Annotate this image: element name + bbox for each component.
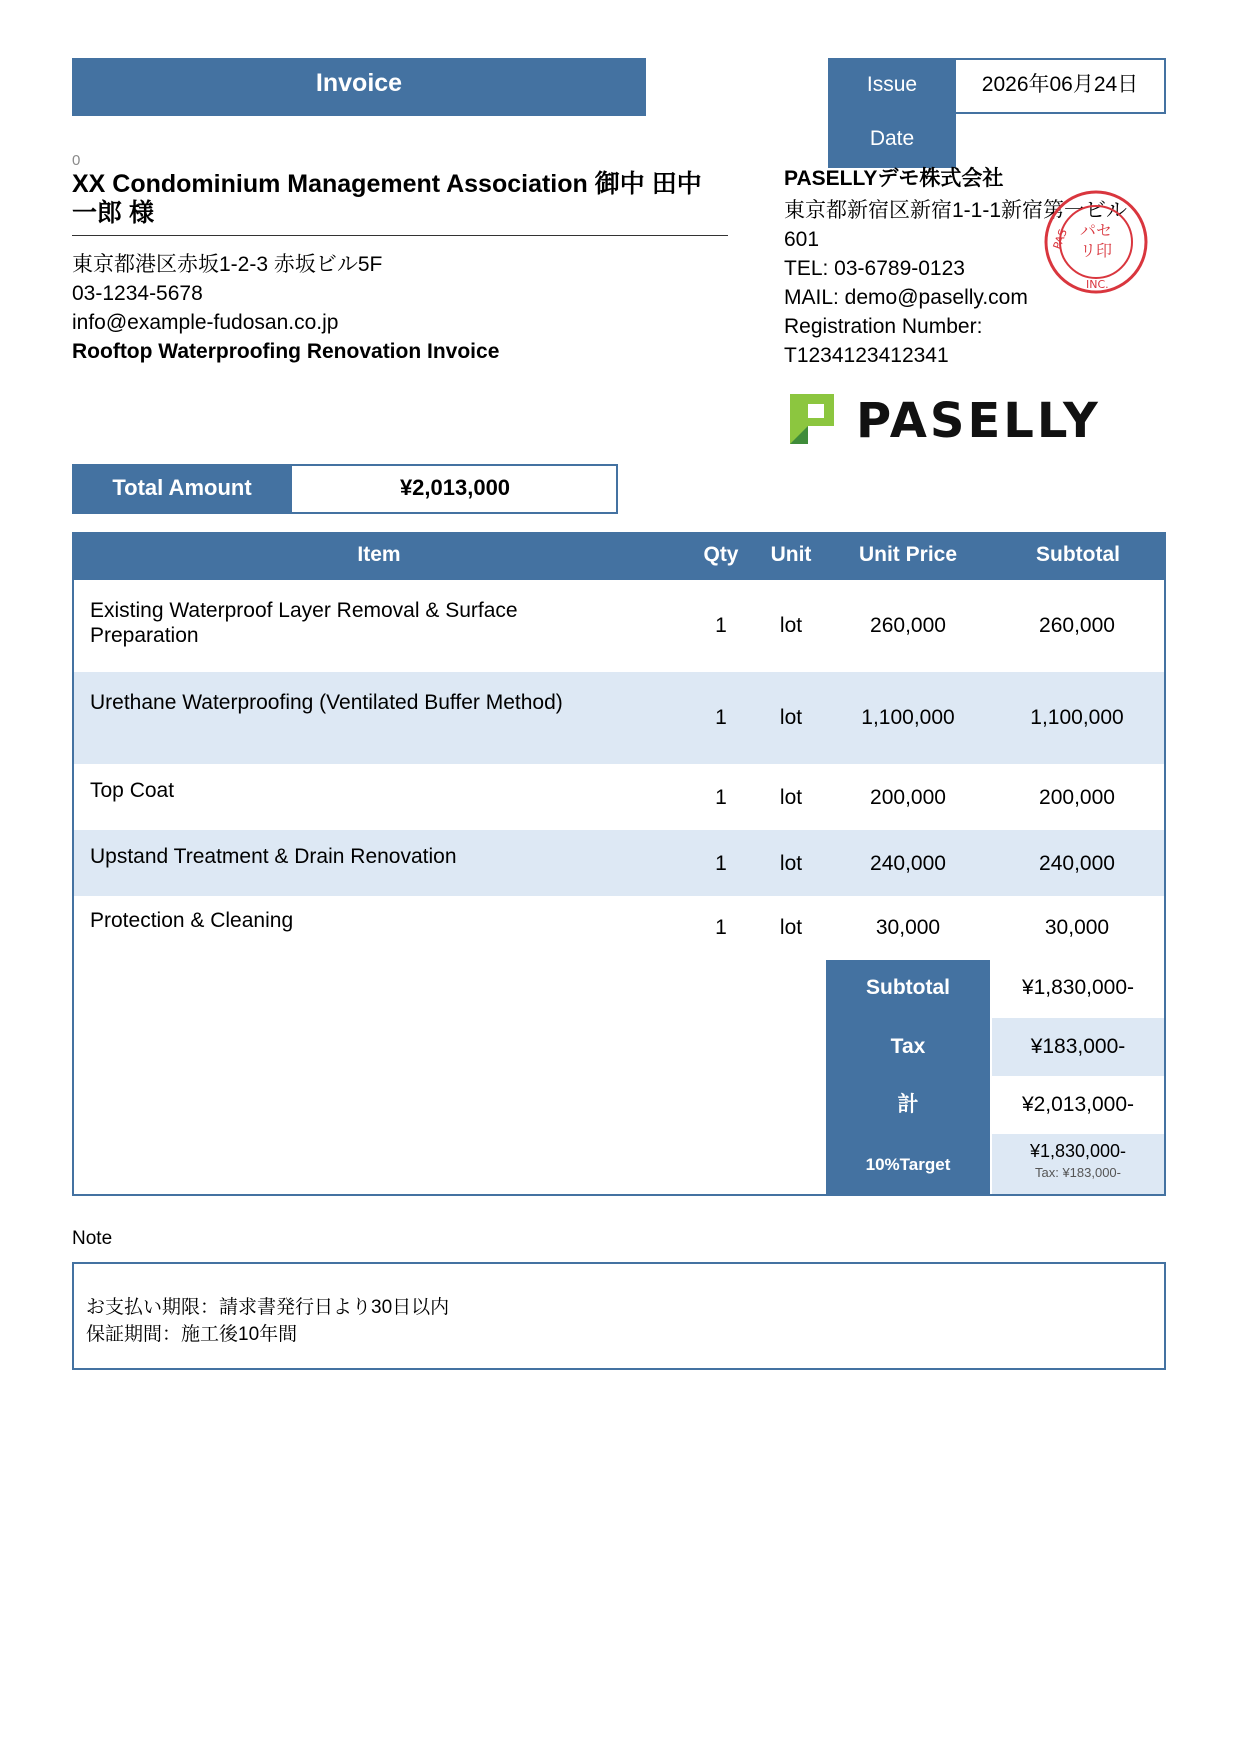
note-label: Note xyxy=(72,1228,113,1249)
row-unit: lot xyxy=(779,786,803,809)
row-item: Top Coat xyxy=(90,779,175,802)
issuer-registration-number: T1234123412341 xyxy=(784,344,949,367)
issuer-tel: TEL: 03-6789-0123 xyxy=(784,257,965,280)
issue-date-value: 2026年06月24日 xyxy=(981,73,1139,96)
summary-target-tax: Tax: ¥183,000- xyxy=(1034,1165,1121,1180)
row-unit: lot xyxy=(779,916,803,939)
row-item: Existing Waterproof Layer Removal & Surface Preparation xyxy=(90,599,518,647)
client-phone: 03-1234-5678 xyxy=(72,282,203,305)
header-qty: Qty xyxy=(703,543,739,566)
row-item: Urethane Waterproofing (Ventilated Buffer Method) xyxy=(90,691,563,714)
summary-total-label: 計 xyxy=(897,1093,919,1116)
row-subtotal: 260,000 xyxy=(1039,614,1115,637)
row-unit: lot xyxy=(779,852,803,875)
summary-target-value: ¥1,830,000- xyxy=(1029,1141,1127,1161)
svg-text:PAS: PAS xyxy=(1050,227,1070,252)
client-divider xyxy=(72,235,728,236)
header-unit: Unit xyxy=(770,543,812,566)
company-seal-stamp xyxy=(1042,188,1150,296)
row-qty: 1 xyxy=(715,706,727,729)
client-address: 東京都港区赤坂1-2-3 赤坂ビル5F xyxy=(72,253,383,276)
row-qty: 1 xyxy=(715,852,727,875)
summary-label-column xyxy=(826,960,990,1196)
summary-target-label: 10%Target xyxy=(865,1155,951,1174)
summary-tax-value: ¥183,000- xyxy=(992,1018,1164,1076)
row-unit-price: 260,000 xyxy=(870,614,946,637)
document-title: Invoice xyxy=(72,58,646,116)
row-item: Upstand Treatment & Drain Renovation xyxy=(90,845,457,868)
row-unit-price: 240,000 xyxy=(870,852,946,875)
table-row xyxy=(74,672,1164,764)
issue-label-line1: Issue xyxy=(866,73,918,96)
logo-text: PASELLY xyxy=(856,393,1101,448)
issue-label-line2: Date xyxy=(869,127,915,150)
header-item: Item xyxy=(357,543,401,566)
issuer-company-name: PASELLYデモ株式会社 xyxy=(784,167,1004,190)
row-subtotal: 240,000 xyxy=(1039,852,1115,875)
row-unit: lot xyxy=(779,614,803,637)
summary-subtotal-value: ¥1,830,000- xyxy=(1021,976,1135,999)
total-amount-label: Total Amount xyxy=(72,464,292,514)
client-name: XX Condominium Management Association 御中 田中一郎 様 xyxy=(72,170,702,227)
note-line-warranty: 保証期間：施工後10年間 xyxy=(86,1324,298,1345)
row-unit: lot xyxy=(779,706,803,729)
invoice-subject: Rooftop Waterproofing Renovation Invoice xyxy=(72,340,500,363)
svg-text:リ印: リ印 xyxy=(1079,241,1113,260)
row-qty: 1 xyxy=(715,916,727,939)
summary-target-cell xyxy=(992,1134,1164,1194)
row-unit-price: 200,000 xyxy=(870,786,946,809)
row-unit-price: 30,000 xyxy=(875,916,941,939)
total-amount-value: ¥2,013,000 xyxy=(399,475,511,500)
issuer-mail: MAIL: demo@paselly.com xyxy=(784,286,1028,309)
table-row xyxy=(74,830,1164,896)
row-unit-price: 1,100,000 xyxy=(861,706,955,729)
client-info xyxy=(72,250,499,366)
items-table-header xyxy=(72,532,1166,580)
issuer-registration-label: Registration Number: xyxy=(784,315,983,338)
row-subtotal: 30,000 xyxy=(1044,916,1110,939)
header-unit-price: Unit Price xyxy=(858,543,958,566)
issuer-address: 東京都新宿区新宿1-1-1新宿第一ビル601 xyxy=(784,199,1128,251)
row-item: Protection & Cleaning xyxy=(90,909,294,932)
issue-date-label xyxy=(828,58,956,168)
table-row xyxy=(74,580,1164,672)
client-email: info@example-fudosan.co.jp xyxy=(72,311,339,334)
row-qty: 1 xyxy=(715,614,727,637)
svg-text:INC.: INC. xyxy=(1086,278,1109,291)
note-line-payment: お支払い期限：請求書発行日より30日以内 xyxy=(86,1297,450,1318)
summary-subtotal-label: Subtotal xyxy=(866,976,950,999)
summary-total-value: ¥2,013,000- xyxy=(1021,1093,1135,1116)
header-subtotal: Subtotal xyxy=(1036,543,1120,566)
client-number: 0 xyxy=(72,152,81,169)
paselly-logo xyxy=(784,390,1114,448)
note-text xyxy=(86,1294,449,1348)
row-subtotal: 1,100,000 xyxy=(1030,706,1124,729)
table-row xyxy=(74,896,1164,960)
svg-text:パセ: パセ xyxy=(1079,221,1113,240)
row-subtotal: 200,000 xyxy=(1039,786,1115,809)
row-qty: 1 xyxy=(715,786,727,809)
table-row xyxy=(74,764,1164,830)
summary-tax-label: Tax xyxy=(890,1035,926,1058)
